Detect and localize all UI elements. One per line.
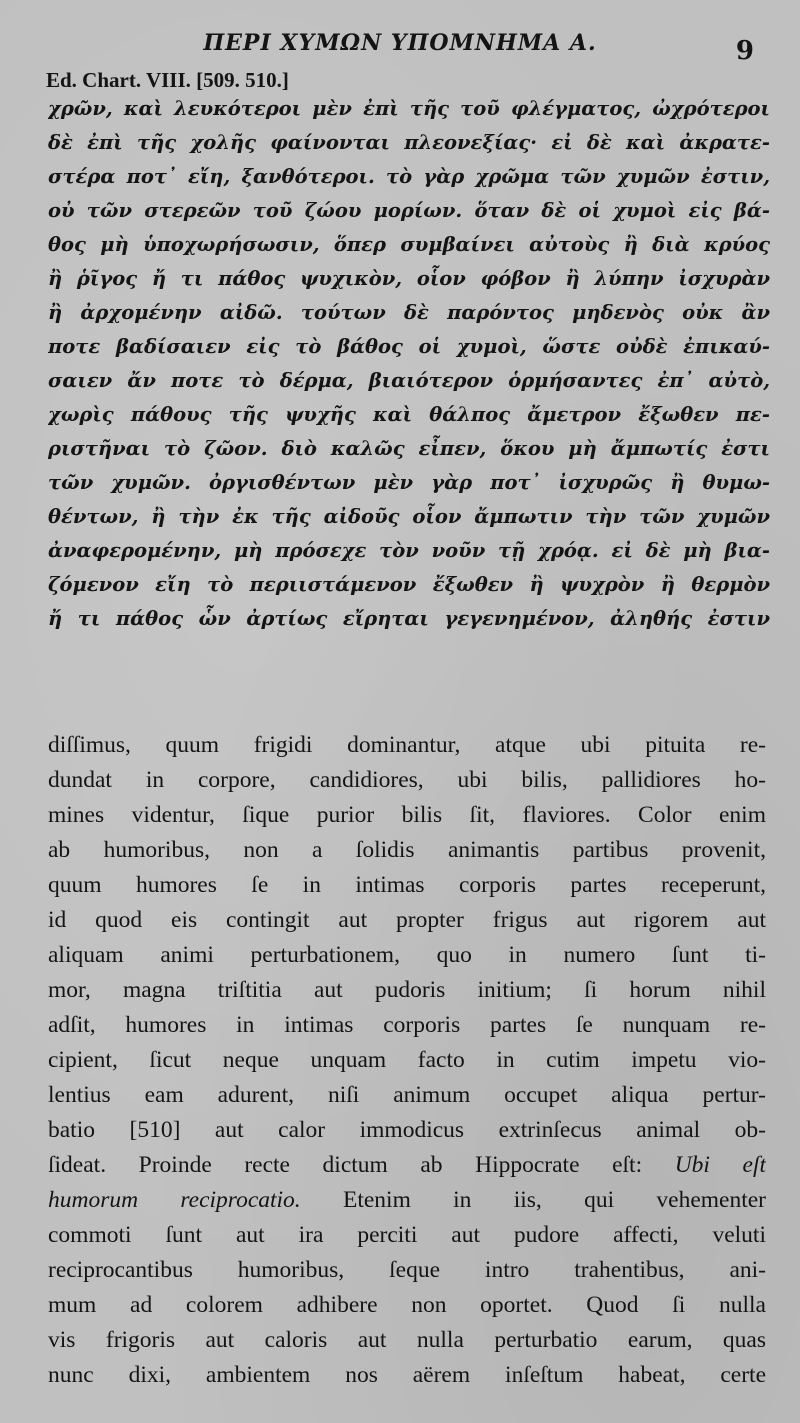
latin-line: ab humoribus, non a ſolidis animantis partibus provenit, xyxy=(48,837,766,863)
greek-line: θέντων, ἢ τὴν ἐκ τῆς αἰδοῦς οἷον ἄμπωτιν τὴν τῶν χυμῶν xyxy=(48,505,770,528)
latin-line: dundat in corpore, candidiores, ubi bilis, pallidiores ho- xyxy=(48,767,766,793)
greek-line: τῶν χυμῶν. ὀργισθέντων μὲν γὰρ ποτ᾽ ἰσχυρῶς ἢ θυμω- xyxy=(48,471,770,494)
running-title: ΠΕΡΙ ΧΥΜΩΝ ΥΠΟΜΝΗΜΑ Α. xyxy=(203,30,597,56)
greek-line: ζόμενον εἴη τὸ περιιστάμενον ἔξωθεν ἢ ψυχρὸν ἢ θερμὸν xyxy=(48,573,770,596)
latin-line: mines videntur, ſique purior bilis ſit, flaviores. Color enim xyxy=(48,802,766,828)
edition-reference: Ed. Chart. VIII. [509. 510.] xyxy=(46,68,289,92)
latin-line: aliquam animi perturbationem, quo in numero ſunt ti- xyxy=(48,942,766,968)
greek-line: ἀναφερομένην, μὴ πρόσεχε τὸν νοῦν τῇ χρόᾳ. εἰ δὲ μὴ βια- xyxy=(48,539,770,562)
page-number: 9 xyxy=(735,36,754,66)
greek-line: ποτε βαδίσαιεν εἰς τὸ βάθος οἱ χυμοὶ, ὥστε οὐδὲ ἐπικαύ- xyxy=(48,335,770,358)
latin-line: cipient, ſicut neque unquam facto in cutim impetu vio- xyxy=(48,1047,766,1073)
latin-line xyxy=(48,1148,766,1183)
greek-line: ἢ ἀρχομένην αἰδῶ. τούτων δὲ παρόντος μηδενὸς οὐκ ἂν xyxy=(48,301,770,324)
latin-line: quum humores ſe in intimas corporis partes receperunt, xyxy=(48,872,766,898)
greek-line: οὐ τῶν στερεῶν τοῦ ζώου μορίων. ὅταν δὲ οἱ χυμοὶ εἰς βά- xyxy=(48,199,770,222)
latin-line: id quod eis contingit aut propter frigus aut rigorem aut xyxy=(48,907,766,933)
latin-line xyxy=(48,1183,766,1218)
latin-line: reciprocantibus humoribus, ſeque intro trahentibus, ani- xyxy=(48,1257,766,1283)
latin-line: mor, magna triſtitia aut pudoris initium; ſi horum nihil xyxy=(48,977,766,1003)
latin-line: diſſimus, quum frigidi dominantur, atque ubi pituita re- xyxy=(48,732,766,758)
greek-line: ἤ τι πάθος ὧν ἀρτίως εἴρηται γεγενημένον, ἀληθής ἐστιν xyxy=(48,607,770,630)
latin-line: commoti ſunt aut ira perciti aut pudore affecti, veluti xyxy=(48,1222,766,1248)
latin-line: mum ad colorem adhibere non oportet. Quod ſi nulla xyxy=(48,1292,766,1318)
latin-text: ſideat. Proinde recte dictum ab Hippocrate eſt: xyxy=(48,1152,643,1178)
latin-line: lentius eam adurent, niſi animum occupet aliqua pertur- xyxy=(48,1082,766,1108)
hippocrates-quote: Ubi eſt xyxy=(674,1152,766,1178)
greek-line: θος μὴ ὑποχωρήσωσιν, ὅπερ συμβαίνει αὐτοὺς ἢ διὰ κρύος xyxy=(48,233,770,256)
greek-line: χωρὶς πάθους τῆς ψυχῆς καὶ θάλπος ἄμετρον ἔξωθεν πε- xyxy=(48,403,770,426)
latin-line: vis frigoris aut caloris aut nulla perturbatio earum, quas xyxy=(48,1327,766,1353)
latin-text-block xyxy=(48,728,766,1393)
hippocrates-quote: humorum reciprocatio. xyxy=(48,1187,301,1213)
greek-line: στέρα ποτ᾽ εἴη, ξανθότεροι. τὸ γὰρ χρῶμα τῶν χυμῶν ἐστιν, xyxy=(48,165,770,188)
latin-line: adſit, humores in intimas corporis partes ſe nunquam re- xyxy=(48,1012,766,1038)
latin-text: Etenim in iis, qui vehementer xyxy=(342,1187,766,1213)
greek-line: δὲ ἐπὶ τῆς χολῆς φαίνονται πλεονεξίας· εἰ δὲ καὶ ἀκρατε- xyxy=(48,131,770,154)
greek-text-block xyxy=(48,92,770,636)
greek-line: ριστῆναι τὸ ζῶον. διὸ καλῶς εἶπεν, ὅκου μὴ ἄμπωτίς ἐστι xyxy=(48,437,770,460)
latin-line: nunc dixi, ambientem nos aërem inſeſtum habeat, certe xyxy=(48,1362,766,1388)
greek-line: σαιεν ἄν ποτε τὸ δέρμα, βιαιότερον ὁρμήσαντες ἐπ᾽ αὐτὸ, xyxy=(48,369,770,392)
greek-line: χρῶν, καὶ λευκότεροι μὲν ἐπὶ τῆς τοῦ φλέγματος, ὠχρότεροι xyxy=(48,97,770,120)
latin-line: batio [510] aut calor immodicus extrinſecus animal ob- xyxy=(48,1117,766,1143)
greek-line: ἢ ῥῖγος ἤ τι πάθος ψυχικὸν, οἷον φόβον ἢ λύπην ἰσχυρὰν xyxy=(48,267,770,290)
